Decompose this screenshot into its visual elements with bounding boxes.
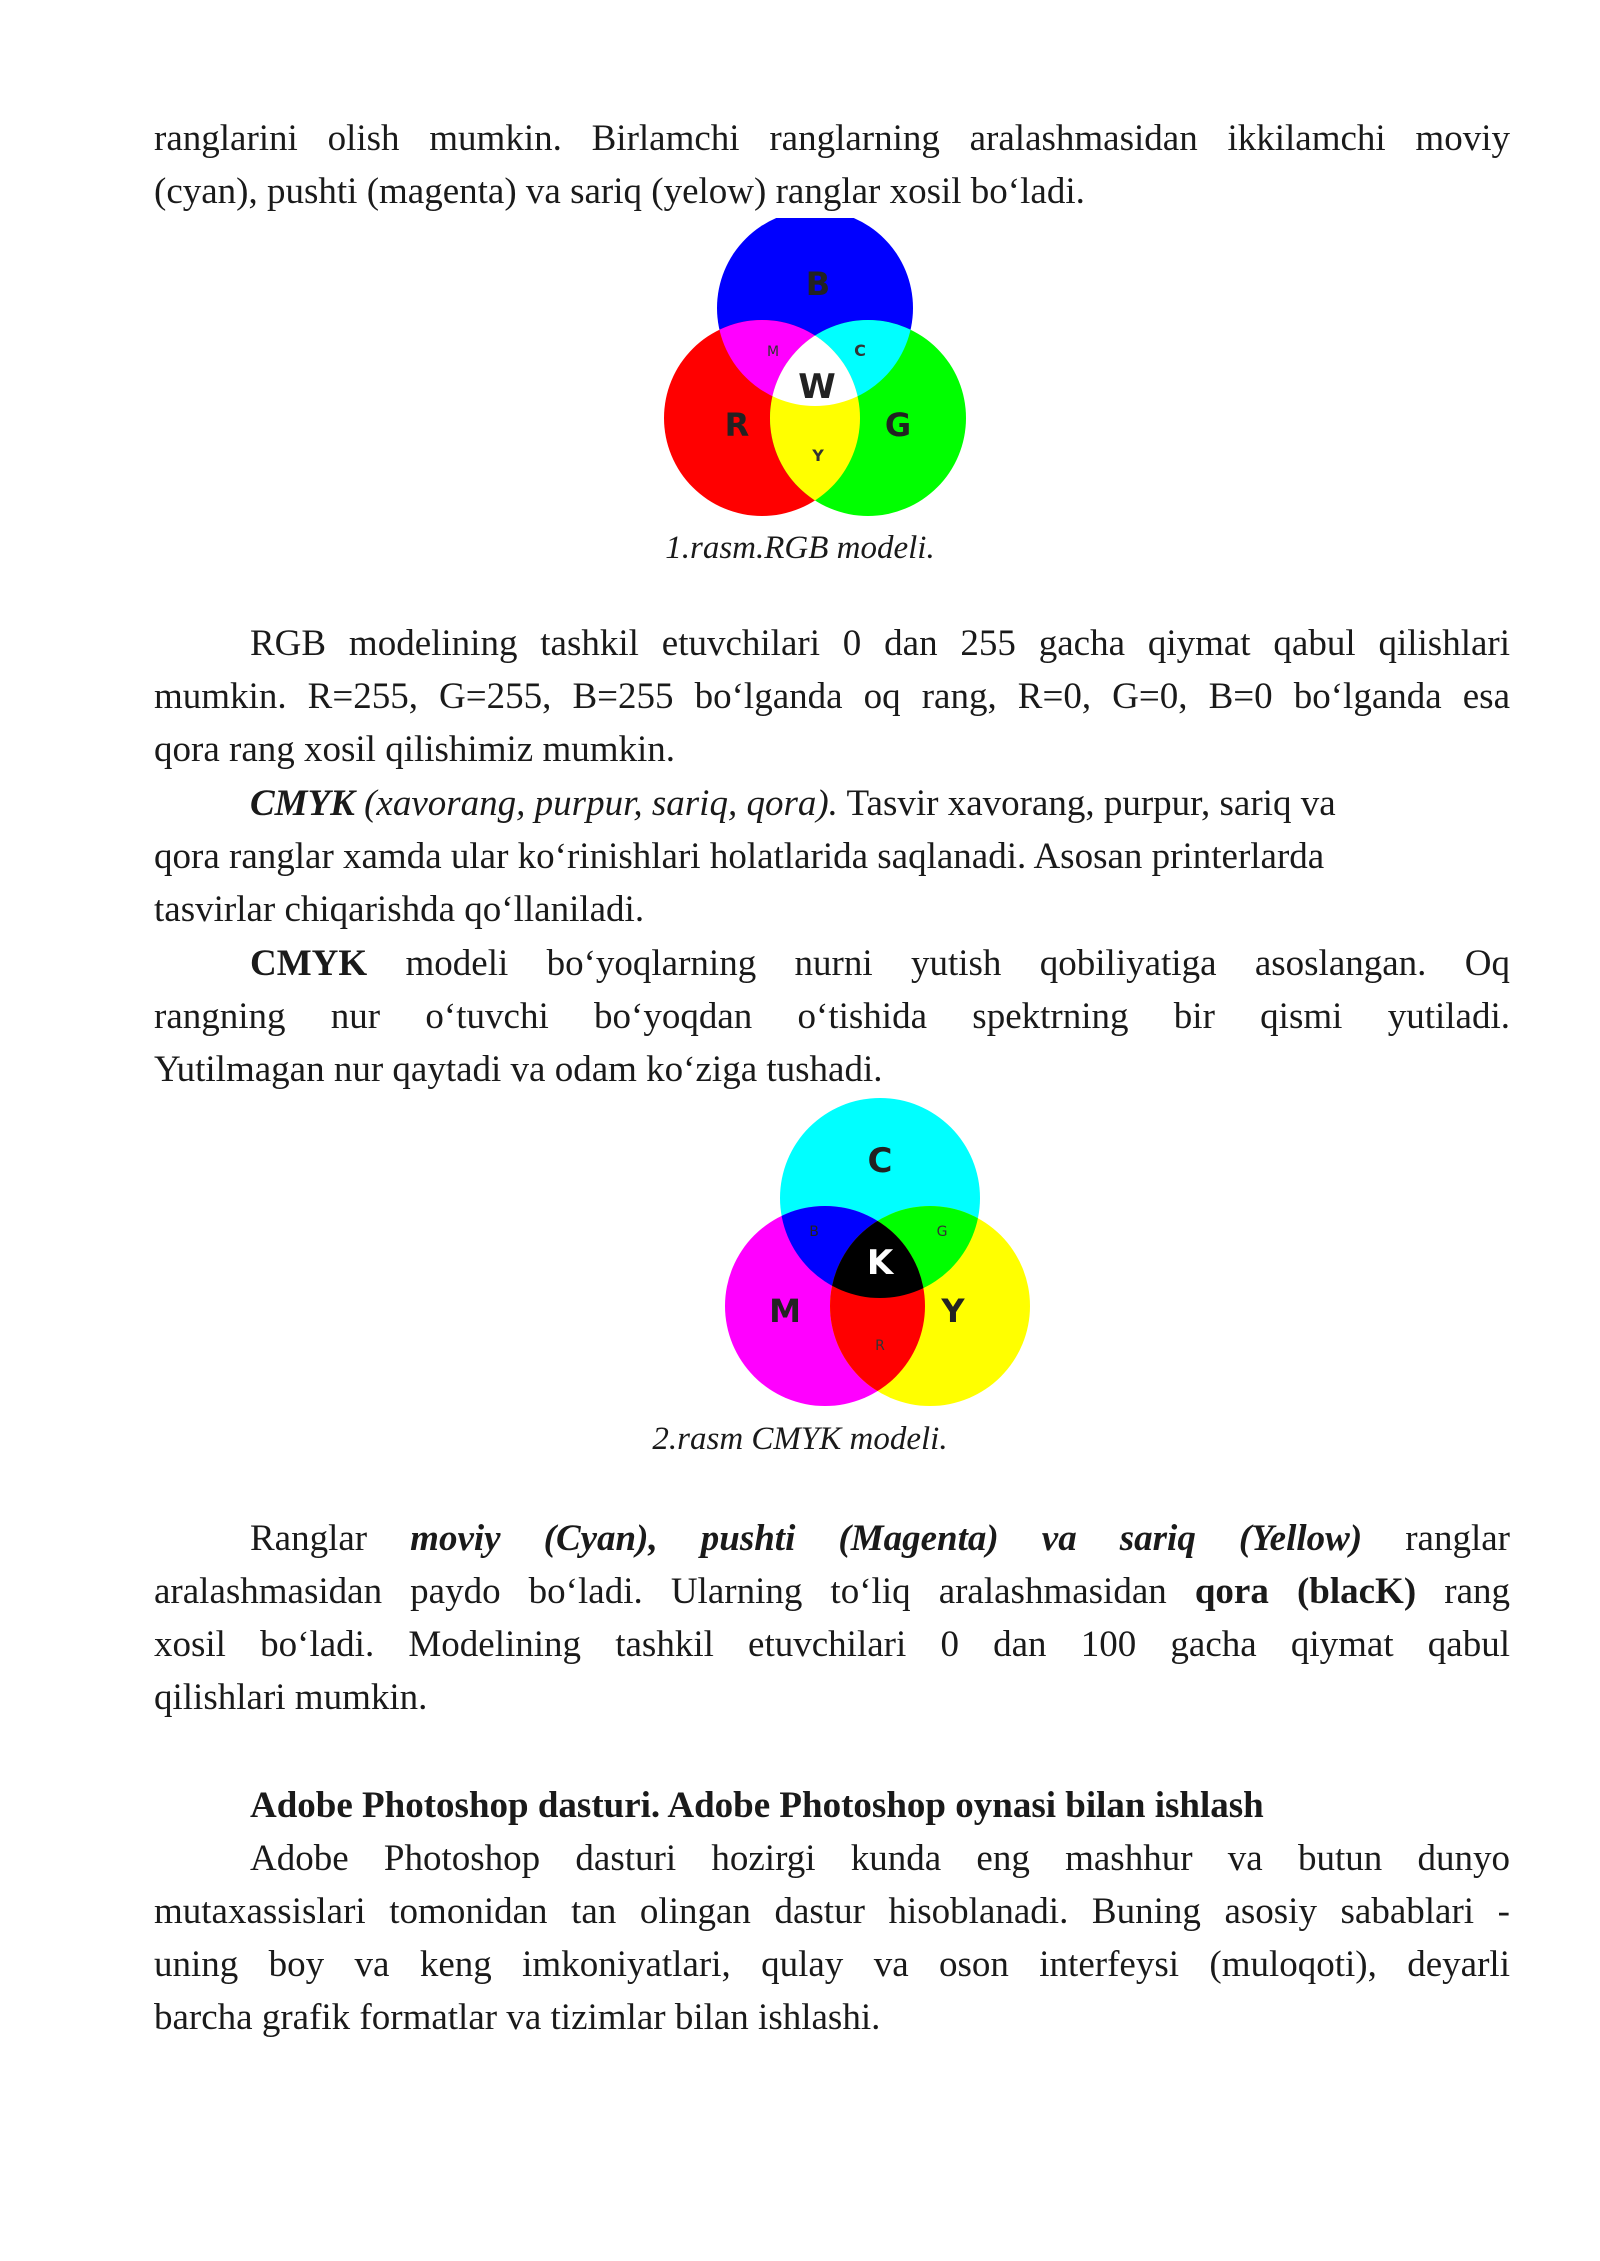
rgb-para-line-3: qora rang xosil qilishimiz mumkin. (154, 729, 676, 770)
photoshop-line-1: Adobe Photoshop dasturi hozirgi kunda eng mashhur va butun dunyo (250, 1838, 1510, 1879)
cmyk-para-line-1 (154, 937, 1510, 990)
section-heading: Adobe Photoshop dasturi. Adobe Photoshop oynasi bilan ishlash (250, 1785, 1264, 1826)
label-g: G (884, 406, 912, 444)
figure-1-caption: 1.rasm.RGB modeli. (665, 530, 935, 566)
cmyk-para-line-3: Yutilmagan nur qaytadi va odam ko‘ziga tushadi. (154, 1049, 883, 1090)
mix-para-line-1 (154, 1512, 1510, 1565)
label-y: Y (812, 446, 824, 465)
mix-word-ranglar-2: ranglar (1405, 1518, 1510, 1559)
cmyk-def-line-1 (154, 777, 1510, 830)
cmyk-bold-term: CMYK (250, 943, 368, 984)
mix-para-line-3: xosil bo‘ladi. Modelining tashkil etuvchilari 0 dan 100 gacha qiymat qabul (154, 1624, 1510, 1665)
label-b: B (809, 1224, 819, 1240)
label-w: W (798, 367, 836, 407)
intro-line-2: (cyan), pushti (magenta) va sariq (yelow) ranglar xosil bo‘ladi. (154, 171, 1085, 212)
photoshop-line-2: mutaxassislari tomonidan tan olingan dastur hisoblanadi. Buning asosiy sabablari - (154, 1891, 1510, 1932)
figure-2-caption: 2.rasm CMYK modeli. (652, 1421, 948, 1457)
mix-word-ranglar: Ranglar (250, 1518, 368, 1559)
cmyk-def-text: Tasvir xavorang, purpur, sariq va (837, 783, 1336, 824)
cmyk-para-text: modeli bo‘yoqlarning nurni yutish qobiliyatiga asoslangan. Oq (367, 943, 1510, 984)
cmyk-para-line-2: rangning nur o‘tuvchi bo‘yoqdan o‘tishida spektrning bir qismi yutiladi. (154, 996, 1510, 1037)
mix-color-names: moviy (Cyan), pushti (Magenta) va sariq (Yellow) (410, 1518, 1363, 1559)
cmyk-term-expansion: (xavorang, purpur, sariq, qora). (354, 783, 838, 824)
rgb-para-line-2: mumkin. R=255, G=255, B=255 bo‘lganda oq rang, R=0, G=0, B=0 bo‘lganda esa (154, 676, 1510, 717)
label-r: R (875, 1338, 885, 1354)
label-k: K (866, 1243, 894, 1283)
label-g: G (936, 1224, 948, 1240)
cmyk-def-line-2: qora ranglar xamda ular ko‘rinishlari holatlarida saqlanadi. Asosan printerlarda (154, 836, 1325, 877)
mix-para-line-2 (154, 1565, 1510, 1618)
label-b: B (805, 265, 831, 303)
label-c: C (854, 341, 866, 360)
mix-black-term: qora (blacK) (1194, 1571, 1417, 1612)
intro-line-1: ranglarini olish mumkin. Birlamchi ranglarning aralashmasidan ikkilamchi moviy (154, 118, 1510, 159)
label-m: M (766, 344, 780, 360)
label-y: Y (941, 1292, 965, 1330)
label-m: M (769, 1292, 801, 1330)
label-r: R (724, 406, 750, 444)
cmyk-def-line-3: tasvirlar chiqarishda qo‘llaniladi. (154, 889, 645, 930)
rgb-venn-diagram (660, 218, 970, 518)
mix-line2-text: aralashmasidan paydo bo‘ladi. Ularning to‘liq aralashmasidan (154, 1571, 1167, 1612)
photoshop-line-4: barcha grafik formatlar va tizimlar bilan ishlashi. (154, 1997, 881, 2038)
photoshop-line-3: uning boy va keng imkoniyatlari, qulay va oson interfeysi (muloqoti), deyarli (154, 1944, 1510, 1985)
rgb-para-line-1: RGB modelining tashkil etuvchilari 0 dan 255 gacha qiymat qabul qilishlari (250, 623, 1510, 664)
mix-word-rang: rang (1444, 1571, 1510, 1612)
label-c: C (867, 1141, 893, 1181)
cmyk-term: CMYK (250, 783, 355, 824)
cmyk-venn-diagram (718, 1098, 1038, 1408)
mix-para-line-4: qilishlari mumkin. (154, 1677, 428, 1718)
